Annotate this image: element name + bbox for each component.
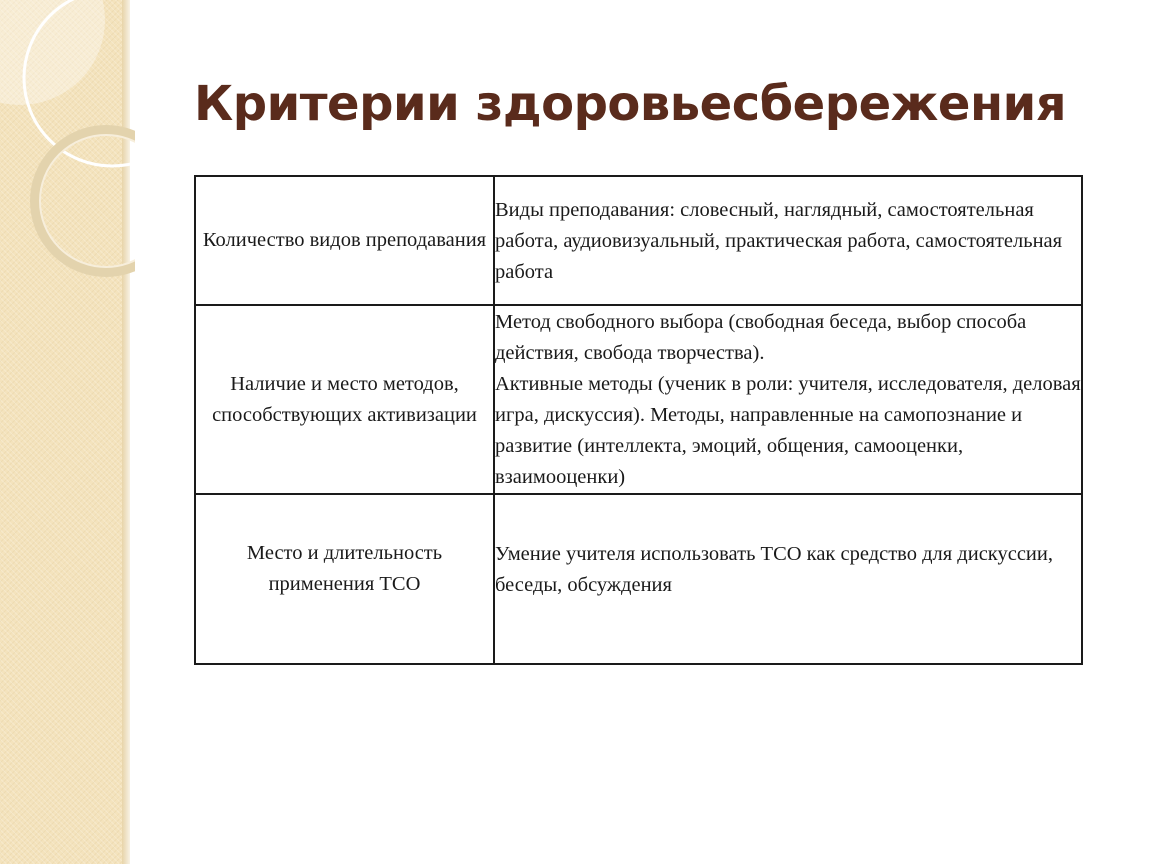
description-text: Активные методы (ученик в роли: учителя, исследователя, деловая игра, дискуссия). Методы, направленные на самопознание и развитие (интеллекта, эмоций, общения, самооценки, взаимооценки) (495, 373, 1081, 488)
description-text: Метод свободного выбора (свободная беседа, выбор способа действия, свобода творчества). (495, 311, 1027, 364)
criterion-cell (195, 305, 494, 494)
criteria-table (194, 175, 1083, 665)
table-row (195, 176, 1082, 305)
table-row (195, 494, 1082, 664)
decorative-side-strip (0, 0, 126, 864)
side-strip-edge (122, 0, 130, 864)
criterion-cell (195, 176, 494, 305)
description-text: Виды преподавания: словесный, наглядный, самостоятельная работа, аудиовизуальный, практическая работа, самостоятельная работа (495, 199, 1063, 283)
description-cell (494, 494, 1082, 664)
description-text: Умение учителя использовать ТСО как средство для дискуссии, беседы, обсуждения (495, 543, 1053, 596)
criterion-text: Наличие и место методов, способствующих активизации (212, 372, 477, 426)
table-row (195, 305, 1082, 494)
criterion-text: Место и длительность применения ТСО (246, 542, 443, 595)
criterion-cell (195, 494, 494, 664)
criterion-text: Количество видов преподавания (202, 229, 487, 251)
description-cell (494, 305, 1082, 494)
description-cell (494, 176, 1082, 305)
page-title: Критерии здоровьесбережения (194, 76, 1067, 132)
